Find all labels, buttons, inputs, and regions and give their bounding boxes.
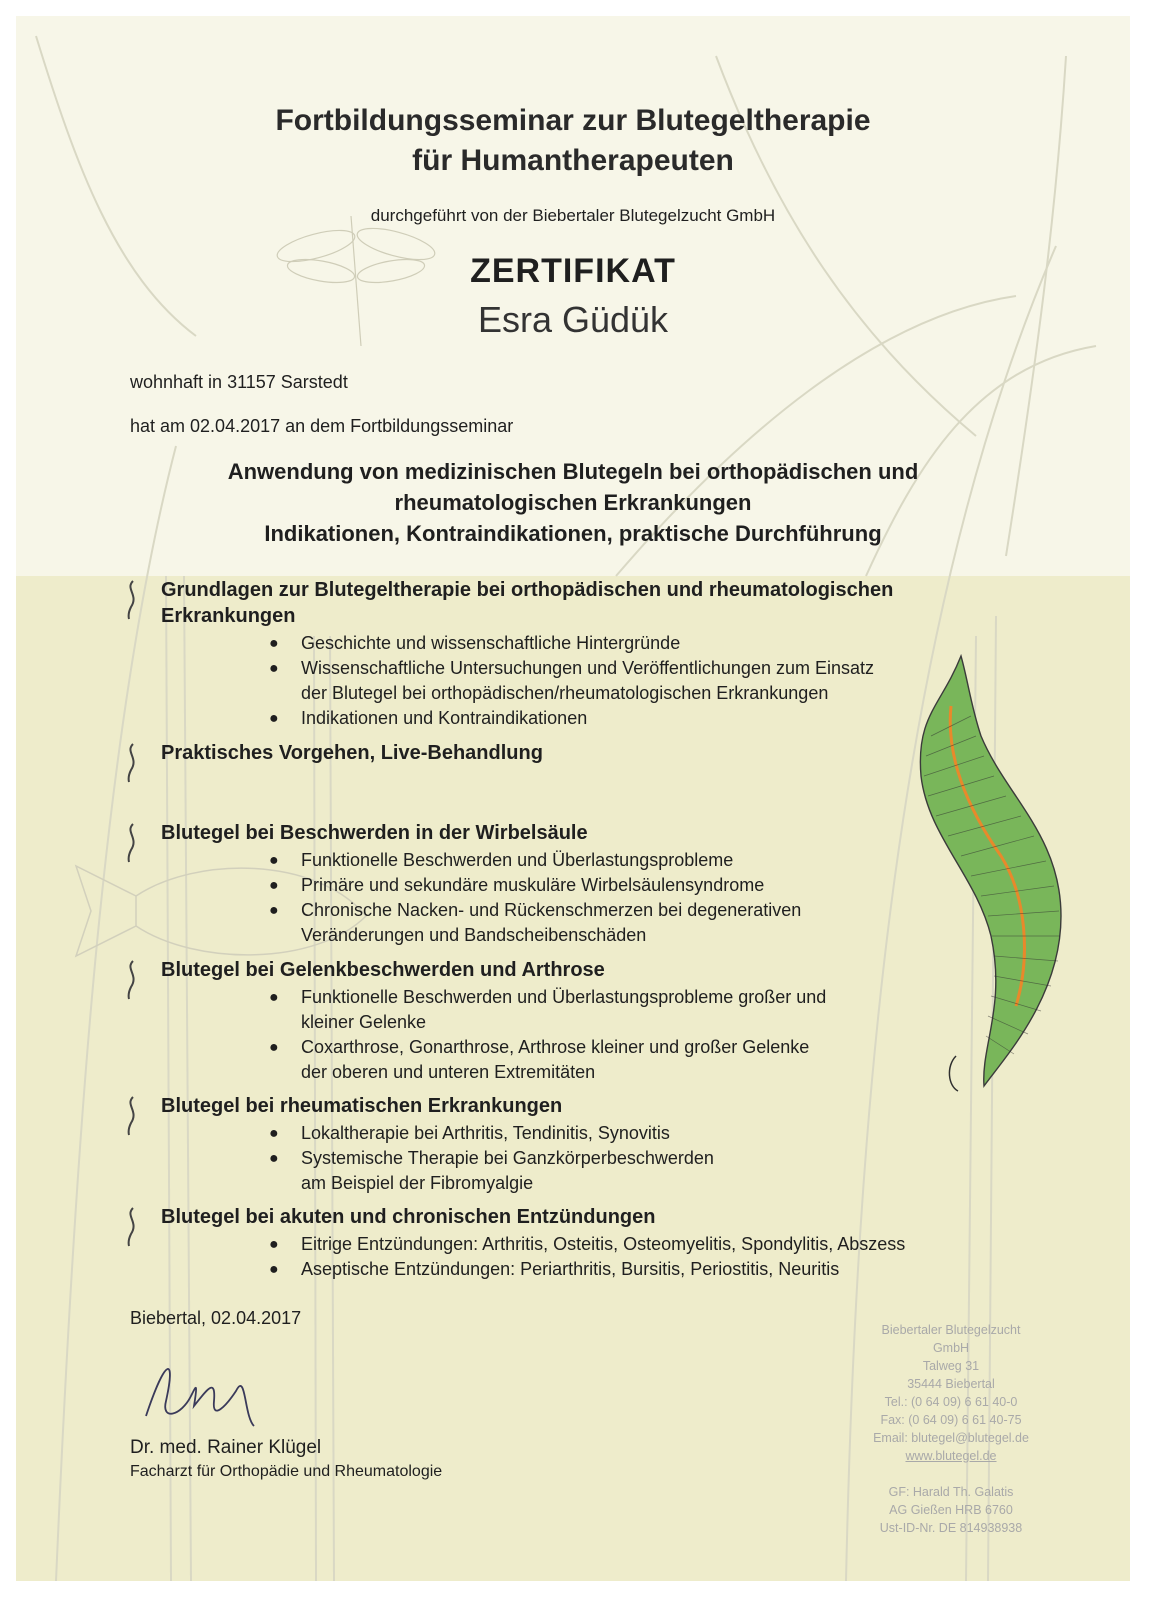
leech-bullet-icon xyxy=(121,822,143,864)
topic-heading: Blutegel bei akuten und chronischen Entzündungen xyxy=(161,1206,656,1228)
stamp-line: Ust-ID-Nr. DE 814938938 xyxy=(879,1521,1023,1535)
bullet-dot-icon: ● xyxy=(269,1125,279,1142)
stamp-line: 35444 Biebertal xyxy=(907,1377,995,1391)
topic-section xyxy=(161,740,1021,766)
leech-bullet-icon xyxy=(121,742,143,784)
bullet-item: ● Geschichte und wissenschaftliche Hintergründe xyxy=(301,631,1021,656)
residence-line: wohnhaft in 31157 Sarstedt xyxy=(130,372,348,392)
topic-bullet-list xyxy=(161,985,1021,1085)
stamp-spacer xyxy=(836,1465,1066,1483)
bullet-item: ● Funktionelle Beschwerden und Überlastungsprobleme großer und kleiner Gelenke xyxy=(269,987,827,1032)
stamp-line: Biebertaler Blutegelzucht xyxy=(881,1323,1021,1337)
stamp-line: Fax: (0 64 09) 6 61 40-75 xyxy=(880,1413,1022,1427)
stamp-line: GF: Harald Th. Galatis xyxy=(888,1485,1014,1499)
bullet-item: ● Primäre und sekundäre muskuläre Wirbelsäulensyndrome xyxy=(301,873,1021,898)
topic-section xyxy=(161,1204,1021,1282)
topic-heading: Blutegel bei Gelenkbeschwerden und Arthrose xyxy=(161,959,605,981)
topic-section xyxy=(161,1093,1021,1196)
attendance-line: hat am 02.04.2017 an dem Fortbildungsseminar xyxy=(130,416,514,436)
bullet-item: ● Wissenschaftliche Untersuchungen und Veröffentlichungen zum Einsatz der Blutegel bei orthopädischen/rheumatologischen Erkrankungen xyxy=(269,658,875,703)
stamp-line: Email: blutegel@blutegel.de xyxy=(873,1431,1029,1445)
leech-bullet-icon xyxy=(121,1206,143,1248)
company-stamp xyxy=(836,1321,1066,1537)
leech-bullet-icon xyxy=(121,1095,143,1137)
seminar-series-title-line1: Fortbildungsseminar zur Blutegeltherapie xyxy=(275,104,871,137)
stamp-line: GmbH xyxy=(932,1341,970,1355)
bullet-dot-icon: ● xyxy=(269,1039,279,1056)
leech-bullet-icon xyxy=(121,579,143,621)
bullet-dot-icon: ● xyxy=(269,635,279,652)
bullet-item: ● Lokaltherapie bei Arthritis, Tendinitis, Synovitis xyxy=(301,1121,1021,1146)
seminar-title-line: Indikationen, Kontraindikationen, praktische Durchführung xyxy=(264,521,882,546)
doctor-title: Facharzt für Orthopädie und Rheumatologie xyxy=(130,1463,443,1480)
bullet-item: ● Systemische Therapie bei Ganzkörperbeschwerden am Beispiel der Fibromyalgie xyxy=(269,1148,714,1193)
topic-heading: Praktisches Vorgehen, Live-Behandlung xyxy=(161,742,543,764)
seminar-title-line: Anwendung von medizinischen Blutegeln bei orthopädischen und xyxy=(227,459,919,484)
seminar-title-line: rheumatologischen Erkrankungen xyxy=(394,490,752,515)
stamp-line: AG Gießen HRB 6760 xyxy=(889,1503,1013,1517)
topic-section xyxy=(161,820,1021,948)
bullet-item: ● Aseptische Entzündungen: Periarthritis, Bursitis, Periostitis, Neuritis xyxy=(301,1257,1021,1282)
bullet-dot-icon: ● xyxy=(269,710,279,727)
seminar-series-title-line2: für Humantherapeuten xyxy=(412,144,734,177)
topic-heading: Blutegel bei rheumatischen Erkrankungen xyxy=(161,1095,563,1117)
bullet-dot-icon: ● xyxy=(269,660,279,677)
doctor-name: Dr. med. Rainer Klügel xyxy=(130,1437,322,1458)
certificate-sheet xyxy=(16,16,1130,1581)
topic-heading: Grundlagen zur Blutegeltherapie bei orthopädischen und rheumatologischen xyxy=(161,579,894,601)
topic-bullet-list xyxy=(161,631,1021,731)
topic-heading: Blutegel bei Beschwerden in der Wirbelsäule xyxy=(161,822,588,844)
bullet-dot-icon: ● xyxy=(269,1261,279,1278)
certificate-heading: ZERTIFIKAT xyxy=(470,252,676,290)
topic-bullet-list xyxy=(161,1232,1021,1282)
bullet-dot-icon: ● xyxy=(269,877,279,894)
seminar-title-block xyxy=(16,456,1130,549)
recipient-name: Esra Güdük xyxy=(477,299,669,340)
bullet-item: ● Chronische Nacken- und Rückenschmerzen bei degenerativen Veränderungen und Bandscheibenschäden xyxy=(269,900,802,945)
topic-section xyxy=(161,577,1021,731)
bullet-dot-icon: ● xyxy=(269,1150,279,1167)
stamp-website: www.blutegel.de xyxy=(905,1449,997,1463)
topic-heading: Erkrankungen xyxy=(161,605,296,627)
leech-bullet-icon xyxy=(121,959,143,1001)
bullet-item: ● Funktionelle Beschwerden und Überlastungsprobleme xyxy=(301,848,1021,873)
stamp-line: Talweg 31 xyxy=(922,1359,980,1373)
topic-bullet-list xyxy=(161,848,1021,948)
bullet-dot-icon: ● xyxy=(269,989,279,1006)
bullet-item: ● Eitrige Entzündungen: Arthritis, Osteitis, Osteomyelitis, Spondylitis, Abszess xyxy=(301,1232,1021,1257)
topic-section xyxy=(161,957,1021,1085)
topic-bullet-list xyxy=(161,1121,1021,1196)
bullet-dot-icon: ● xyxy=(269,852,279,869)
handwritten-signature xyxy=(136,1346,276,1436)
conducted-by-line: durchgeführt von der Biebertaler Blutegelzucht GmbH xyxy=(370,206,776,225)
bullet-dot-icon: ● xyxy=(269,1236,279,1253)
stamp-line: Tel.: (0 64 09) 6 61 40-0 xyxy=(884,1395,1018,1409)
bullet-item: ● Indikationen und Kontraindikationen xyxy=(301,706,1021,731)
bullet-dot-icon: ● xyxy=(269,902,279,919)
place-and-date: Biebertal, 02.04.2017 xyxy=(130,1308,302,1328)
bullet-item: ● Coxarthrose, Gonarthrose, Arthrose kleiner und großer Gelenke der oberen und unteren Extremitäten xyxy=(269,1037,810,1082)
